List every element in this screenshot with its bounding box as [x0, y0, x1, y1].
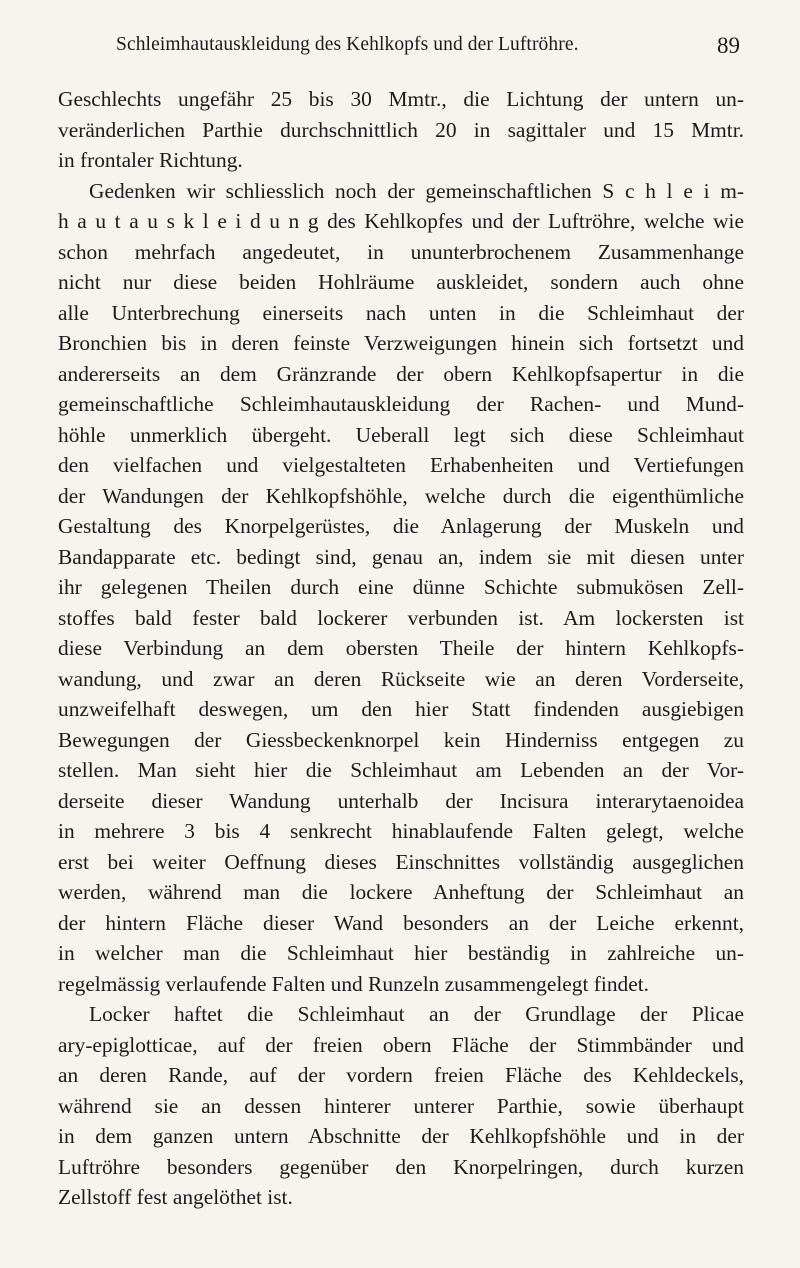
text-line: Bronchien bis in deren feinste Verzweigungen hinein sich fortsetzt und [58, 331, 744, 355]
text-line: nicht nur diese beiden Hohlräume auskleidet, sondern auch ohne [58, 270, 744, 294]
page-header [116, 34, 740, 64]
text-line: in mehrere 3 bis 4 senkrecht hinablaufende Falten gelegt, welche [58, 819, 744, 843]
text-line: in frontaler Richtung. [58, 148, 243, 172]
text-line: Geschlechts ungefähr 25 bis 30 Mmtr., die Lichtung der untern un- [58, 87, 744, 111]
text-line: werden, während man die lockere Anheftung der Schleimhaut an [58, 880, 744, 904]
text-line: an deren Rande, auf der vordern freien Fläche des Kehldeckels, [58, 1063, 744, 1087]
text-line: Bandapparate etc. bedingt sind, genau an, indem sie mit diesen unter [58, 544, 744, 569]
text-line: regelmässig verlaufende Falten und Runzeln zusammengelegt findet. [58, 971, 650, 996]
body-text [58, 84, 744, 1213]
text-line: den vielfachen und vielgestalteten Erhabenheiten und Vertiefungen [58, 453, 744, 477]
text-line: in dem ganzen untern Abschnitte der Kehlkopfshöhle und in der [58, 1124, 744, 1148]
paragraph-start-line: Locker haftet die Schleimhaut an der Grundlage der Plicae [89, 1002, 744, 1026]
text-line: höhle unmerklich übergeht. Ueberall legt sich diese Schleimhaut [58, 422, 744, 447]
text-line: gemeinschaftliche Schleimhautauskleidung der Rachen- und Mund- [58, 392, 744, 416]
text-line: stellen. Man sieht hier die Schleimhaut am Lebenden an der Vor- [58, 758, 744, 782]
page-number: 89 [717, 33, 740, 58]
text-line: während sie an dessen hinterer unterer Parthie, sowie überhaupt [58, 1093, 744, 1118]
text-line: diese Verbindung an dem obersten Theile der hintern Kehlkopfs- [58, 636, 744, 660]
text-line: ihr gelegenen Theilen durch eine dünne Schichte submukösen Zell- [58, 575, 744, 599]
text-line: veränderlichen Parthie durchschnittlich 20 in sagittaler und 15 Mmtr. [58, 117, 744, 142]
text-line: stoffes bald fester bald lockerer verbunden ist. Am lockersten ist [58, 605, 744, 630]
text-line: ary-epiglotticae, auf der freien obern Fläche der Stimmbänder und [58, 1032, 744, 1057]
text-line: Luftröhre besonders gegenüber den Knorpelringen, durch kurzen [58, 1154, 744, 1179]
text-line: h a u t a u s k l e i d u n g des Kehlkopfes und der Luftröhre, welche wie [58, 209, 744, 233]
text-line: Gestaltung des Knorpelgerüstes, die Anlagerung der Muskeln und [58, 514, 744, 538]
text-line: der Wandungen der Kehlkopfshöhle, welche durch die eigenthümliche [58, 483, 744, 508]
text-line: schon mehrfach angedeutet, in ununterbrochenem Zusammenhange [58, 239, 744, 264]
text-line: Zellstoff fest angelöthet ist. [58, 1185, 293, 1209]
text-line: derseite dieser Wandung unterhalb der Incisura interarytaenoidea [58, 788, 744, 813]
text-line: andererseits an dem Gränzrande der obern Kehlkopfsapertur in die [58, 361, 744, 386]
text-line: in welcher man die Schleimhaut hier beständig in zahlreiche un- [58, 941, 744, 965]
text-line: unzweifelhaft deswegen, um den hier Statt findenden ausgiebigen [58, 697, 744, 721]
paragraph-start-line: Gedenken wir schliesslich noch der gemeinschaftlichen S c h l e i m- [89, 178, 744, 203]
text-line: erst bei weiter Oeffnung dieses Einschnittes vollständig ausgeglichen [58, 849, 744, 874]
text-line: wandung, und zwar an deren Rückseite wie an deren Vorderseite, [58, 666, 744, 691]
text-line: der hintern Fläche dieser Wand besonders an der Leiche erkennt, [58, 910, 744, 935]
text-line: alle Unterbrechung einerseits nach unten in die Schleimhaut der [58, 300, 744, 325]
text-line: Bewegungen der Giessbeckenknorpel kein Hinderniss entgegen zu [58, 727, 744, 752]
running-title: Schleimhautauskleidung des Kehlkopfs und der Luftröhre. [116, 34, 579, 55]
